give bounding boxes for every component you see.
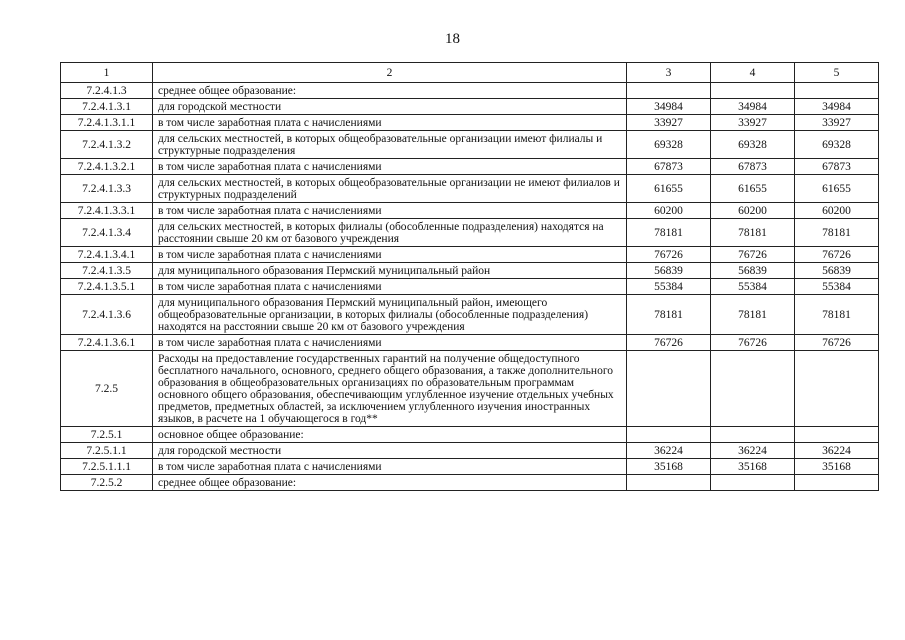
column-header: 4 xyxy=(711,63,795,83)
row-name: для муниципального образования Пермский муниципальный район, имеющего общеобразовательные организации, в которых филиалы (обособленные подразделения) находятся на расстоянии свыше 20 км от базового учреждения xyxy=(153,295,627,335)
table-row xyxy=(61,279,879,295)
row-name: для сельских местностей, в которых филиалы (обособленные подразделения) находятся на расстоянии свыше 20 км от базового учреждения xyxy=(153,219,627,247)
row-value-3: 56839 xyxy=(627,263,711,279)
row-name: в том числе заработная плата с начислениями xyxy=(153,203,627,219)
table-row xyxy=(61,203,879,219)
row-code: 7.2.4.1.3.6 xyxy=(61,295,153,335)
row-code: 7.2.5.1.1 xyxy=(61,443,153,459)
row-code: 7.2.4.1.3.4 xyxy=(61,219,153,247)
row-code: 7.2.5.1 xyxy=(61,427,153,443)
row-code: 7.2.5 xyxy=(61,351,153,427)
column-header: 2 xyxy=(153,63,627,83)
row-value-3: 55384 xyxy=(627,279,711,295)
table-row xyxy=(61,443,879,459)
table-row xyxy=(61,295,879,335)
row-value-3 xyxy=(627,351,711,427)
row-value-3: 33927 xyxy=(627,115,711,131)
row-value-5 xyxy=(795,427,879,443)
row-code: 7.2.4.1.3.6.1 xyxy=(61,335,153,351)
row-value-4: 35168 xyxy=(711,459,795,475)
data-table xyxy=(60,62,879,491)
row-name: для сельских местностей, в которых общеобразовательные организации не имеют филиалов и структурных подразделений xyxy=(153,175,627,203)
row-value-4: 76726 xyxy=(711,247,795,263)
row-value-4: 56839 xyxy=(711,263,795,279)
row-value-3: 78181 xyxy=(627,219,711,247)
row-name: в том числе заработная плата с начислениями xyxy=(153,247,627,263)
table-row xyxy=(61,351,879,427)
row-value-4: 67873 xyxy=(711,159,795,175)
row-value-4 xyxy=(711,475,795,491)
row-value-5 xyxy=(795,475,879,491)
row-name: среднее общее образование: xyxy=(153,83,627,99)
table-row xyxy=(61,99,879,115)
row-name: для городской местности xyxy=(153,443,627,459)
row-value-5: 78181 xyxy=(795,219,879,247)
table-row xyxy=(61,219,879,247)
row-value-3: 60200 xyxy=(627,203,711,219)
row-name: Расходы на предоставление государственных гарантий на получение общедоступного бесплатного начального, основного, среднего общего образования, а также дополнительного образования в общеобразовательных организациях по образовательным программам основного общего образования, обеспечивающим углубленное изучение отдельных учебных предметов, предметных областей, за исключением углубленного изучения иностранных языков, в расчете на 1 обучающегося в год** xyxy=(153,351,627,427)
row-code: 7.2.4.1.3 xyxy=(61,83,153,99)
row-value-5: 55384 xyxy=(795,279,879,295)
table-row xyxy=(61,115,879,131)
table-row xyxy=(61,159,879,175)
row-value-4 xyxy=(711,351,795,427)
row-name: для городской местности xyxy=(153,99,627,115)
row-name: в том числе заработная плата с начислениями xyxy=(153,115,627,131)
row-value-3: 35168 xyxy=(627,459,711,475)
row-name: основное общее образование: xyxy=(153,427,627,443)
table-row xyxy=(61,263,879,279)
row-code: 7.2.4.1.3.2.1 xyxy=(61,159,153,175)
row-value-5: 67873 xyxy=(795,159,879,175)
table-row xyxy=(61,427,879,443)
row-code: 7.2.4.1.3.2 xyxy=(61,131,153,159)
page-number: 18 xyxy=(445,31,460,47)
row-value-5: 56839 xyxy=(795,263,879,279)
table-row xyxy=(61,247,879,263)
row-value-5 xyxy=(795,83,879,99)
column-header: 5 xyxy=(795,63,879,83)
row-value-5: 69328 xyxy=(795,131,879,159)
row-name: в том числе заработная плата с начислениями xyxy=(153,335,627,351)
table-row xyxy=(61,83,879,99)
header-row xyxy=(61,63,879,83)
row-code: 7.2.4.1.3.1.1 xyxy=(61,115,153,131)
row-value-3: 76726 xyxy=(627,335,711,351)
row-code: 7.2.4.1.3.1 xyxy=(61,99,153,115)
row-value-5: 76726 xyxy=(795,247,879,263)
row-value-3: 36224 xyxy=(627,443,711,459)
row-value-3 xyxy=(627,427,711,443)
row-value-4 xyxy=(711,83,795,99)
row-name: в том числе заработная плата с начислениями xyxy=(153,459,627,475)
row-value-3: 69328 xyxy=(627,131,711,159)
row-value-3: 76726 xyxy=(627,247,711,263)
row-value-4: 60200 xyxy=(711,203,795,219)
row-name: среднее общее образование: xyxy=(153,475,627,491)
row-value-4 xyxy=(711,427,795,443)
row-code: 7.2.5.1.1.1 xyxy=(61,459,153,475)
row-value-5: 34984 xyxy=(795,99,879,115)
table-row xyxy=(61,335,879,351)
row-value-4: 69328 xyxy=(711,131,795,159)
row-code: 7.2.4.1.3.3.1 xyxy=(61,203,153,219)
row-value-4: 36224 xyxy=(711,443,795,459)
column-header: 1 xyxy=(61,63,153,83)
row-code: 7.2.5.2 xyxy=(61,475,153,491)
row-value-4: 78181 xyxy=(711,295,795,335)
row-value-4: 34984 xyxy=(711,99,795,115)
row-name: для сельских местностей, в которых общеобразовательные организации имеют филиалы и структурные подразделения xyxy=(153,131,627,159)
row-value-5: 33927 xyxy=(795,115,879,131)
row-value-3 xyxy=(627,475,711,491)
row-value-4: 33927 xyxy=(711,115,795,131)
row-value-5: 61655 xyxy=(795,175,879,203)
row-value-3: 34984 xyxy=(627,99,711,115)
row-value-4: 76726 xyxy=(711,335,795,351)
row-code: 7.2.4.1.3.5 xyxy=(61,263,153,279)
row-value-3: 61655 xyxy=(627,175,711,203)
row-name: в том числе заработная плата с начислениями xyxy=(153,159,627,175)
row-value-4: 61655 xyxy=(711,175,795,203)
row-value-5: 36224 xyxy=(795,443,879,459)
row-name: в том числе заработная плата с начислениями xyxy=(153,279,627,295)
table-row xyxy=(61,175,879,203)
row-value-3: 67873 xyxy=(627,159,711,175)
row-value-5: 60200 xyxy=(795,203,879,219)
row-name: для муниципального образования Пермский муниципальный район xyxy=(153,263,627,279)
row-value-5: 76726 xyxy=(795,335,879,351)
table-row xyxy=(61,475,879,491)
column-header: 3 xyxy=(627,63,711,83)
row-code: 7.2.4.1.3.5.1 xyxy=(61,279,153,295)
table-row xyxy=(61,131,879,159)
row-value-4: 55384 xyxy=(711,279,795,295)
row-value-4: 78181 xyxy=(711,219,795,247)
row-value-5: 35168 xyxy=(795,459,879,475)
row-value-3 xyxy=(627,83,711,99)
row-value-5: 78181 xyxy=(795,295,879,335)
row-value-3: 78181 xyxy=(627,295,711,335)
table-row xyxy=(61,459,879,475)
row-code: 7.2.4.1.3.4.1 xyxy=(61,247,153,263)
row-value-5 xyxy=(795,351,879,427)
row-code: 7.2.4.1.3.3 xyxy=(61,175,153,203)
